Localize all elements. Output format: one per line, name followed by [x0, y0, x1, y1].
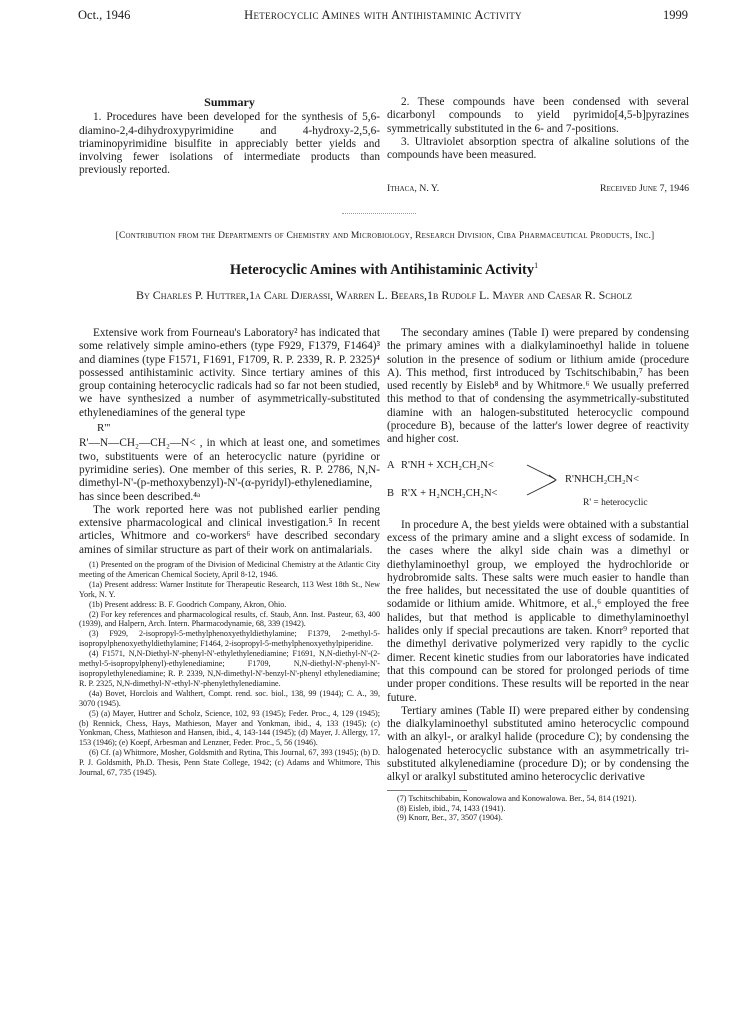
footnote: (6) Cf. (a) Whitmore, Mosher, Goldsmith and Rytina, This Journal, 67, 393 (1945); (b) D. P. J. Goldsmith, Ph.D. Thesis, Penn State College, 1942; (c) Adams and Whitmore, This Journal, 67, 735 (1945).: [79, 748, 380, 778]
footnote: (3) F929, 2-isopropyl-5-methylphenoxyethyldiethylamine; F1379, 2-methyl-5-isopropylphenoxyethyldiethylamine; F1464, 2-isopropyl-5-methylphenoxyethylpiperidine.: [79, 629, 380, 649]
page-number: 1999: [663, 8, 688, 22]
body-paragraph: In procedure A, the best yields were obtained with a substantial excess of the primary amine and a slight excess of sodamide. In the cases where the alkyl side chain was a dimethyl or diethylaminoethyl group, we employed the hydrochloride or hydrobromide salts. These salts were much easier to handle than the free halides, but necessitated the use of double quantities of sodamide or lithium amide. Whitmore, et al.,⁶ employed the free halides, but that method is applicable to dimethylaminoethyl halides only if special precautions are taken. Knorr⁹ reported that the dimethyl derivative polymerized very rapidly to the cyclic dimer. Recent kinetic studies from our laboratories have indicated that this compound can be stored for prolonged periods of time under proper conditions. These results will be reported in the near future.: [387, 518, 689, 704]
issue-date: Oct., 1946: [78, 8, 131, 22]
reaction-arrows: [525, 459, 561, 499]
article-title: [79, 261, 689, 279]
summary-heading: Summary: [204, 95, 255, 109]
footnotes-left: [79, 560, 380, 778]
contribution-note: [Contribution from the Departments of Chemistry and Microbiology, Research Division, Ciba Pharmaceutical Products, Inc.]: [115, 231, 655, 241]
footnote: (2) For key references and pharmacological results, cf. Staub, Ann. Inst. Pasteur, 63, 400 (1939), and Halpern, Arch. Intern. Pharmacodynamie, 68, 339 (1942).: [79, 609, 380, 629]
formula-superscript: R''': [97, 422, 111, 435]
footnote-rule: [387, 790, 467, 791]
body-paragraph: R'—N—CH₂—CH₂—N< , in which at least one, and sometimes two, substituents were of an heterocyclic nature (pyridine or pyrimidine series). One member of this series, R. P. 2786, N,N-dimethyl-N'-(p-methoxybenzyl)-N'-(α-pyridyl)-ethylenediamine, has since been described.⁴ᵃ: [79, 437, 380, 503]
footnotes-right: [387, 794, 689, 824]
body-right: [387, 327, 689, 823]
footnote: (8) Eisleb, ibid., 74, 1433 (1941).: [397, 803, 506, 813]
running-header: [78, 8, 688, 26]
received-date: Received June 7, 1946: [600, 183, 689, 194]
body-left: [79, 327, 380, 778]
author-list: By Charles P. Huttrer,1a Carl Djerassi, Warren L. Beears,1b Rudolf L. Mayer and Caesar R. Scholz: [136, 288, 632, 302]
summary-item: 3. Ultraviolet absorption spectra of alkaline solutions of the compounds have been measured.: [387, 135, 689, 162]
footnote: (9) Knorr, Ber., 37, 3507 (1904).: [397, 813, 503, 823]
summary-left: [79, 96, 380, 178]
section-divider: [342, 213, 416, 216]
received-line: [387, 183, 689, 194]
article-title-text: Heterocyclic Amines with Antihistaminic Activity: [229, 261, 535, 278]
footnote: (1b) Present address: B. F. Goodrich Company, Akron, Ohio.: [89, 599, 287, 609]
running-title: Heterocyclic Amines with Antihistaminic Activity: [244, 8, 522, 22]
footnote: (1a) Present address: Warner Institute for Therapeutic Research, 113 West 18th St., New York, N. Y.: [79, 579, 380, 599]
footnote: (4a) Bovet, Horclois and Walthert, Compt. rend. soc. biol., 138, 99 (1944); C. A., 39, 3070 (1945).: [79, 688, 380, 708]
reaction-b-reactants: R'X + H₂NCH₂CH₂N<: [401, 487, 498, 499]
body-paragraph: Extensive work from Fourneau's Laboratory² has indicated that some relatively simple amino-ethers (type F929, F1379, F1464)³ and diamines (type F1571, F1691, F1709, R. P. 2339, R. P. 2325)⁴ possessed antihistaminic activity. Since tertiary amines of this group containing heterocyclic radicals had so far not been studied, we have synthesized a number of asymmetrically-substituted ethylenediamines of the general type: [79, 327, 380, 419]
reaction-a-reactants: R'NH + XCH₂CH₂N<: [401, 459, 494, 471]
summary-item: 1. Procedures have been developed for the synthesis of 5,6-diamino-2,4-dihydroxypyrimidine and 4-hydroxy-2,5,6-triaminopyrimidine bisulfite in appreciably better yields and involving fewer isolations of intermediate products than previously reported.: [79, 111, 380, 177]
location: Ithaca, N. Y.: [387, 183, 440, 194]
reaction-scheme: [387, 453, 689, 515]
footnote: (7) Tschitschibabin, Konowalowa and Konowalowa. Ber., 54, 814 (1921).: [397, 793, 637, 803]
body-paragraph: The secondary amines (Table I) were prepared by condensing the primary amines with a dialkylaminoethyl halide in toluene solution in the presence of sodium or lithium amide (procedure A). This method, first introduced by Tschitschibabin,⁷ has been used recently by Eisleb⁸ and by Whitmore.⁶ We usually preferred this method to that of condensing the asymmetrically-substituted diamine with an halogen-substituted heterocyclic compound (procedure B), because of the latter's lower degree of reactivity and higher cost.: [387, 327, 689, 446]
footnote: (1) Presented on the program of the Division of Medicinal Chemistry at the Atlantic City meeting of the American Chemical Society, April 8-12, 1946.: [79, 560, 380, 579]
reaction-label-b: B: [387, 487, 395, 499]
reaction-legend: R' = heterocyclic: [583, 497, 648, 508]
body-paragraph: Tertiary amines (Table II) were prepared either by condensing the dialkylaminoethyl substituted amino heterocyclic compound with an alkyl-, or aralkyl halide (procedure C); by condensing the halogenated heterocyclic substance with an asymmetrically tri-substituted alkylenediamine (procedure D); or by condensing the alkyl or aralkyl substituted amino heterocyclic derivative: [387, 704, 689, 784]
footnote: (5) (a) Mayer, Huttrer and Scholz, Science, 102, 93 (1945); Feder. Proc., 4, 129 (1945); (b) Rennick, Chess, Hays, Mathieson, Mayer and Yonkman, ibid., 4, 133 (1945); (c) Yonkman, Chess, Mathieson and Hansen, ibid., 4, 143-144 (1945); (d) Mayer, J. Allergy, 17, 153 (1946); (e) Koepf, Arbesman and Lenzner, Feder. Proc., 5, 56 (1946).: [79, 708, 380, 748]
reaction-product: R'NHCH₂CH₂N<: [565, 473, 640, 485]
footnote: (4) F1571, N,N-Diethyl-N'-phenyl-N'-ethylethylenediamine; F1691, N,N-diethyl-N'-(2-methyl-5-isopropylphenyl)-ethylenediamine; F1709, N,N-diethyl-N'-phenyl-N'-isopropylethylenediamine; R. P. 2339, N,N-dimethyl-N'-benzyl-N'-phenyl ethylenediamine; R. P. 2325, N,N-dimethyl-N'-ethyl-N'-phenylethylenediamine.: [79, 649, 380, 688]
summary-right: [387, 96, 689, 162]
body-paragraph: The work reported here was not published earlier pending extensive pharmacological and clinical investigation.⁵ In recent articles, Whitmore and co-workers⁶ have described secondary amines of similar structure as part of their work on antimalarials.: [79, 503, 380, 556]
title-footnote-ref: 1: [534, 261, 539, 270]
reaction-label-a: A: [387, 459, 395, 471]
summary-item: 2. These compounds have been condensed with several dicarbonyl compounds to yield pyrimido[4,5-b]pyrazines symmetrically substituted in the 6- and 7-positions.: [387, 96, 689, 135]
